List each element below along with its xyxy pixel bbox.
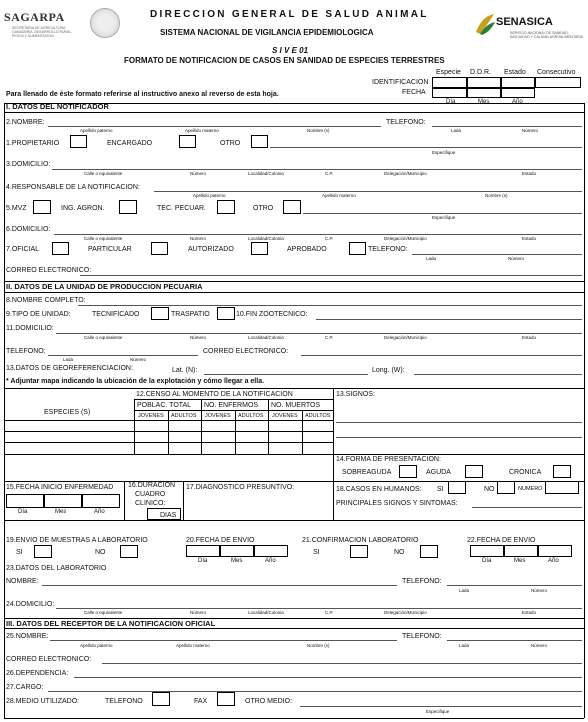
section-3-title: III. DATOS DEL RECEPTOR DE LA NOTIFICACION OFICIAL xyxy=(6,619,216,628)
fecha-dia-field[interactable] xyxy=(432,88,467,98)
fecha-anio-field[interactable] xyxy=(501,88,535,98)
receptor-correo-field[interactable] xyxy=(102,663,582,664)
envio-dia-field[interactable] xyxy=(186,545,220,557)
ing-agron-checkbox[interactable] xyxy=(119,200,137,214)
notificador-domicilio-field[interactable] xyxy=(52,169,582,170)
responsable-field[interactable] xyxy=(154,191,582,192)
envio2-dia-field[interactable] xyxy=(470,545,504,557)
table-row[interactable] xyxy=(4,442,333,443)
envio2-mes-field[interactable] xyxy=(504,545,538,557)
inicio-anio-field[interactable] xyxy=(82,494,120,508)
envio2-anio-field[interactable] xyxy=(538,545,572,557)
envio-no-checkbox[interactable] xyxy=(120,545,138,558)
longitud-field[interactable] xyxy=(414,374,582,375)
sagarpa-logo: SAGARPA SECRETARIA DE AGRICULTURA, GANADERIA, DESARROLLO RURAL, PESCA Y ALIMENTACION xyxy=(4,10,122,44)
unidad-domicilio-field[interactable] xyxy=(56,333,582,334)
notificador-telefono-field[interactable] xyxy=(432,126,582,127)
principales-signos-field[interactable] xyxy=(472,507,582,508)
mapa-note: * Adjuntar mapa indicando la ubicación de la explotación y cómo llegar a ella. xyxy=(6,378,265,385)
fecha-mes-field[interactable] xyxy=(467,88,501,98)
particular-checkbox[interactable] xyxy=(151,242,168,255)
senasica-mark-icon xyxy=(474,12,496,36)
senasica-wordmark: SENASICA xyxy=(496,16,553,28)
cronica-checkbox[interactable] xyxy=(553,465,571,478)
aprobado-checkbox[interactable] xyxy=(349,242,366,255)
identificacion-label: IDENTIFICACION xyxy=(372,79,429,86)
header-title-1: DIRECCION GENERAL DE SALUD ANIMAL xyxy=(150,9,429,20)
propietario-checkbox[interactable] xyxy=(70,135,87,148)
autorizado-checkbox[interactable] xyxy=(251,242,268,255)
inicio-mes-field[interactable] xyxy=(44,494,82,508)
receptor-dependencia-field[interactable] xyxy=(74,677,582,678)
receptor-nombre-field[interactable] xyxy=(50,640,397,641)
receptor-cargo-field[interactable] xyxy=(48,691,582,692)
laboratorio-nombre-field[interactable] xyxy=(42,585,397,586)
casos-humanos-no-checkbox[interactable] xyxy=(497,481,515,494)
instructions: Para llenado de éste formato referirse al instructivo anexo al reverso de esta hoja. xyxy=(6,91,279,98)
envio-si-checkbox[interactable] xyxy=(34,545,52,558)
otro-notificador-field[interactable] xyxy=(270,147,582,148)
mvz-checkbox[interactable] xyxy=(33,200,51,214)
section-1-title: I. DATOS DEL NOTIFICADOR xyxy=(6,102,109,111)
tec-pecuar-checkbox[interactable] xyxy=(217,200,235,214)
signos-field-line[interactable] xyxy=(336,437,582,438)
inicio-dia-field[interactable] xyxy=(6,494,44,508)
notification-form-page: SAGARPA SECRETARIA DE AGRICULTURA, GANADERIA, DESARROLLO RURAL, PESCA Y ALIMENTACION DIRECCION GENERAL DE SALUD ANIMAL SISTEMA NACIONAL DE VIGILANCIA EPIDEMIOLOGICA S I V E 01 FORMATO DE NOTIFICACION DE CASOS EN SANIDAD DE ESPECIES TERRESTRES SENASICA SERVICIO NACIONAL DE SANIDAD, INOCUIDAD Y CALIDAD AGROALIMENTARIA Especie D.D.R. Estado Consecutivo IDENTIFICACION FECHA Día Mes Año Para llenado de éste formato referirse al instructivo anexo al reverso de esta hoja. I. DATOS DEL NOTIFICADOR 2.NOMBRE: TELEFONO: Apellido paterno Apellido materno Nombre (s) Lada Número 1.PROPIETARIO ENCARGADO OTRO Especifique 3.DOMICILIO: Calle o equivalente Número Localidad/Colonia C.P. Delegación/Municipio Estado 4.RESPONSABLE DE LA NOTIFICACION: Apellido paterno Apellido materno Nombre (s) 5.MVZ ING. AGRON. TEC. PECUAR. OTRO Especifique 6.DOMICILIO: Calle o equivalente Número Localidad/Colonia C.P. Delegación/Municipio Estado 7.OFICIAL PARTICULAR AUTORIZADO APROBADO TELEFONO: Lada Número CORREO ELECTRONICO: II. DATOS DE LA UNIDAD DE PRODUCCION PECUARIA 8.NOMBRE COMPLETO: 9.TIPO DE UNIDAD: TECNIFICADO TRASPATIO 10.FIN ZOOTECNICO: 11.DOMICILIO: Calle o equivalente Número Localidad/Colonia C.P. Delegación/Municipio Estado TELEFONO: Lada Número CORREO ELECTRONICO: 13.DATOS DE GEOREFERENCIACION: Lat. (N): Long. (W): * Adjuntar mapa indicando la ubicación de la explotación y cómo llegar a ella. 12.CENSO AL MOMENTO DE LA NOTIFICACION 13.SIGNOS: ESPECIES (S) POBLAC. TOTAL NO. ENFERMOS NO. MUERTOS JOVENES ADULTOS JOVENES ADULTOS JOVENES ADULTOS 14.FORMA DE PRESENTACION: SOBREAGUDA AGUDA CRONICA 15.FECHA INICIO ENFERMEDAD Día Mes Año 16.DURACION CUADRO CLINICO: DIAS 17.DIAGNOSTICO PRESUNTIVO: 18.CASOS EN HUMANOS: SI NO NUMERO PRINCIPALES SIGNOS Y SINTOMAS: 19.ENVIO DE MUESTRAS A LABORATORIO SI NO 20.FECHA DE ENVIO Día Mes Año 21.CONFIRMACION LABORATORIO SI NO 22.FECHA DE ENVIO Día Mes Año 23.DATOS DEL LABORATORIO NOMBRE: TELEFONO: Lada Número 24.DOMICILIO: Calle o equivalente Número Localidad/Colonia C.P. Delegación/Municipio Estado III. DATOS DEL RECEPTOR DE LA NOTIFICACION OFICIAL 25.NOMBRE: TELEFONO: Apellido paterno Apellido materno Nombre (s) Lada Número CORREO ELECTRONICO: 26.DEPENDENCIA: 27.CARGO: 28.MEDIO UTILIZADO: TELEFONO FAX OTRO MEDIO: Especifique xyxy=(0,0,588,722)
envio-mes-field[interactable] xyxy=(220,545,254,557)
id-especie-field[interactable] xyxy=(432,77,467,88)
encargado-checkbox[interactable] xyxy=(179,135,196,148)
responsable-correo-field[interactable] xyxy=(80,275,582,276)
id-consecutivo-field[interactable] xyxy=(535,77,581,88)
form-code: S I V E 01 xyxy=(272,46,309,55)
id-ddr-field[interactable] xyxy=(467,77,501,88)
confirmacion-si-checkbox[interactable] xyxy=(350,545,368,558)
otro-notificador-checkbox[interactable] xyxy=(251,135,268,148)
envio-anio-field[interactable] xyxy=(254,545,288,557)
senasica-logo: SENASICA SERVICIO NACIONAL DE SANIDAD, INOCUIDAD Y CALIDAD AGROALIMENTARIA xyxy=(474,10,584,46)
header-title-3: FORMATO DE NOTIFICACION DE CASOS EN SANIDAD DE ESPECIES TERRESTRES xyxy=(124,56,445,65)
fin-zootecnico-field[interactable] xyxy=(316,319,582,320)
notificador-nombre-field[interactable] xyxy=(48,126,381,127)
otro-responsable-checkbox[interactable] xyxy=(283,200,301,214)
responsable-telefono-field[interactable] xyxy=(412,254,582,255)
confirmacion-no-checkbox[interactable] xyxy=(420,545,438,558)
table-row[interactable] xyxy=(4,431,333,432)
id-estado-field[interactable] xyxy=(501,77,535,88)
mexico-seal-icon xyxy=(90,8,120,38)
header-title-2: SISTEMA NACIONAL DE VIGILANCIA EPIDEMIOLOGICA xyxy=(160,28,374,37)
otro-medio-field[interactable] xyxy=(300,706,582,707)
medio-fax-checkbox[interactable] xyxy=(217,692,235,706)
receptor-telefono-field[interactable] xyxy=(447,640,582,641)
unidad-correo-field[interactable] xyxy=(301,355,582,356)
tecnificado-checkbox[interactable] xyxy=(151,307,169,320)
casos-humanos-numero-field[interactable] xyxy=(545,481,579,494)
sobreaguda-checkbox[interactable] xyxy=(399,465,417,478)
section-2-title: II. DATOS DE LA UNIDAD DE PRODUCCION PECUARIA xyxy=(6,282,203,291)
sagarpa-wordmark: SAGARPA xyxy=(4,10,65,24)
notificador-nombre-label: 2.NOMBRE: xyxy=(6,119,45,126)
otro-responsable-field[interactable] xyxy=(303,213,582,214)
laboratorio-domicilio-field[interactable] xyxy=(56,608,582,609)
fecha-label: FECHA xyxy=(402,89,426,96)
oficial-checkbox[interactable] xyxy=(52,242,69,255)
unidad-telefono-field[interactable] xyxy=(48,355,198,356)
signos-field[interactable] xyxy=(336,422,582,423)
responsable-domicilio-field[interactable] xyxy=(54,234,582,235)
aguda-checkbox[interactable] xyxy=(465,465,483,478)
unidad-nombre-field[interactable] xyxy=(78,305,582,306)
traspatio-checkbox[interactable] xyxy=(217,307,235,320)
medio-telefono-checkbox[interactable] xyxy=(152,692,170,706)
latitud-field[interactable] xyxy=(204,374,368,375)
laboratorio-telefono-field[interactable] xyxy=(447,585,582,586)
casos-humanos-si-checkbox[interactable] xyxy=(448,481,466,494)
